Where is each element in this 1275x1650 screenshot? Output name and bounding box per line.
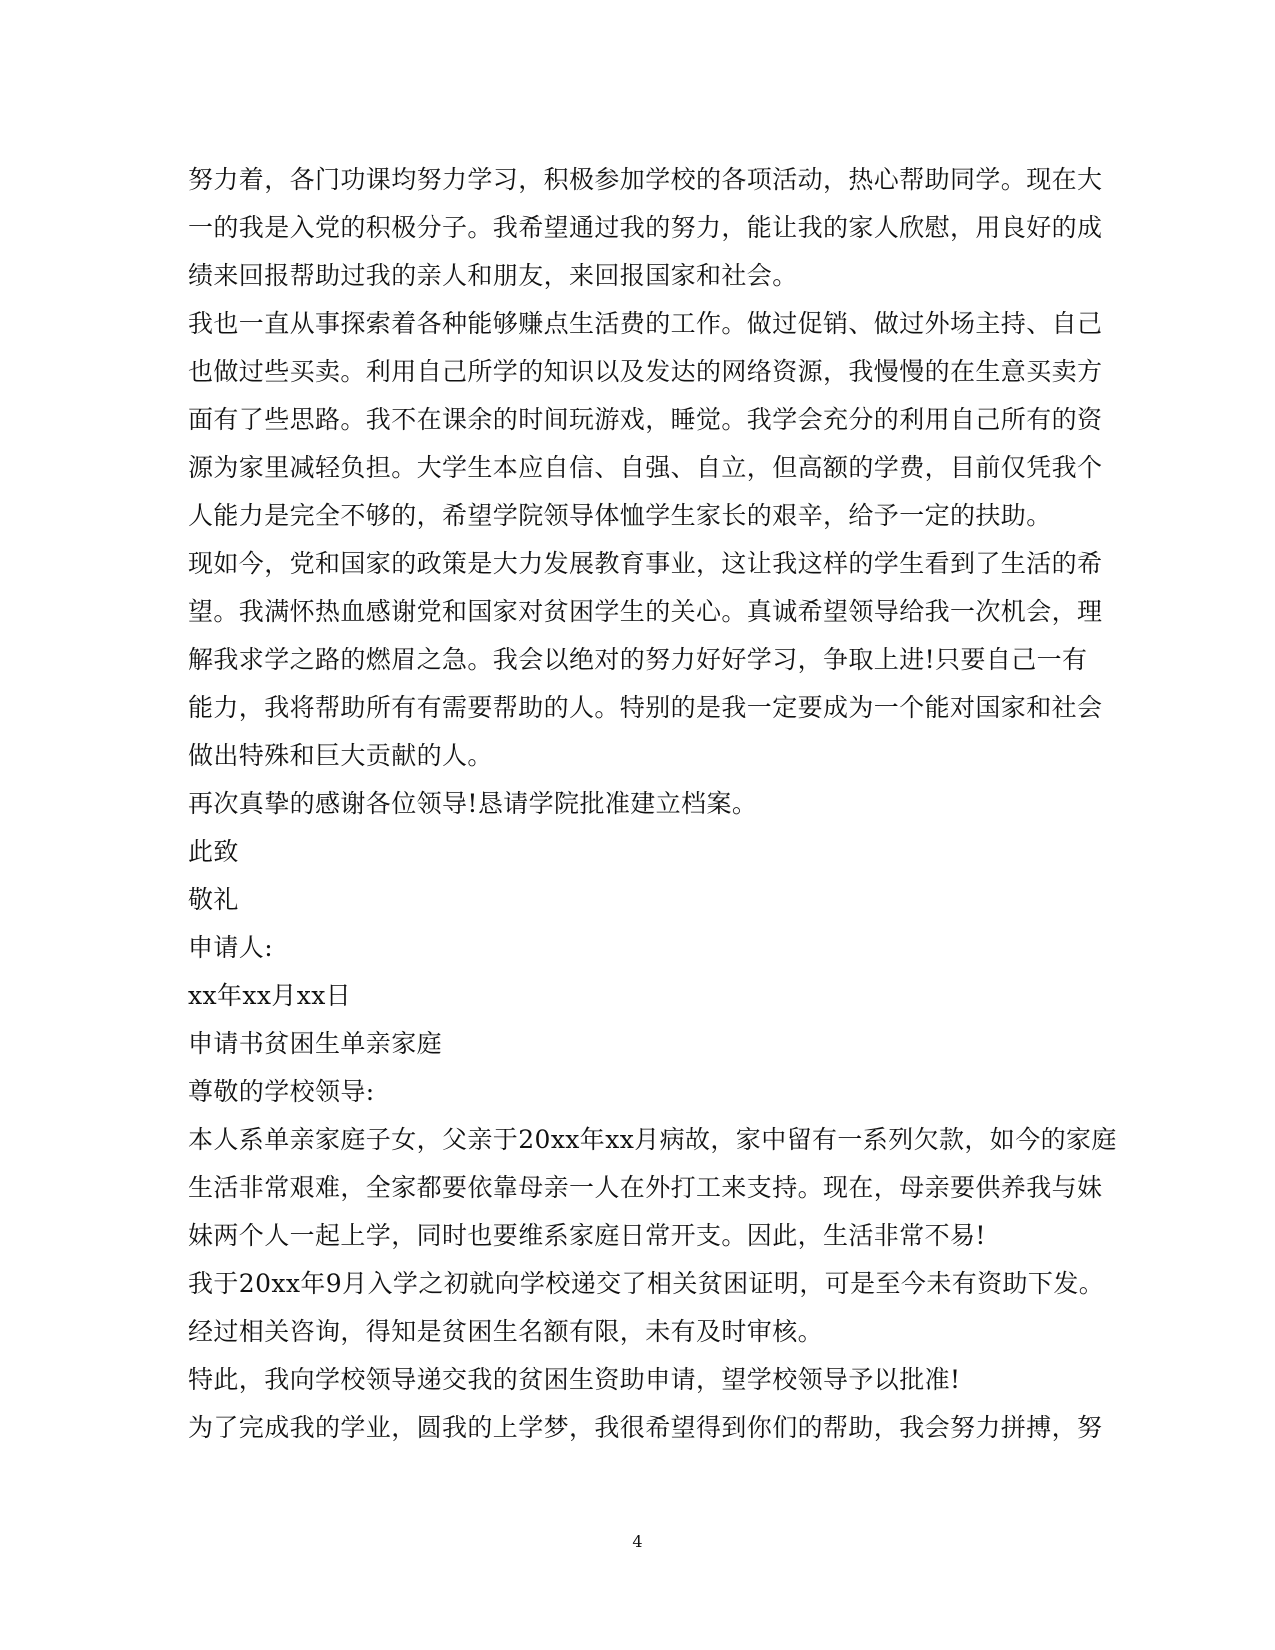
greeting: 尊敬的学校领导: bbox=[188, 1077, 375, 1106]
text-line: 望。我满怀热血感谢党和国家对贫困学生的关心。真诚希望领导给我一次机会，理 bbox=[188, 597, 1103, 626]
text-line: 做出特殊和巨大贡献的人。 bbox=[188, 741, 493, 770]
salutation: 敬礼 bbox=[188, 885, 239, 914]
closing-phrase: 此致 bbox=[188, 837, 239, 866]
text-line: 解我求学之路的燃眉之急。我会以绝对的努力好好学习，争取上进!只要自己一有 bbox=[188, 645, 1088, 674]
text-line: 妹两个人一起上学，同时也要维系家庭日常开支。因此，生活非常不易! bbox=[188, 1221, 986, 1250]
applicant-label: 申请人: bbox=[188, 933, 274, 962]
page-number: 4 bbox=[632, 1532, 643, 1551]
text-line: 特此，我向学校领导递交我的贫困生资助申请，望学校领导予以批准! bbox=[188, 1365, 961, 1394]
text-line: 源为家里减轻负担。大学生本应自信、自强、自立，但高额的学费，目前仅凭我个 bbox=[188, 453, 1103, 482]
text-line: 绩来回报帮助过我的亲人和朋友，来回报国家和社会。 bbox=[188, 261, 798, 290]
date-line: xx年xx月xx日 bbox=[188, 981, 352, 1010]
text-line: 我于20xx年9月入学之初就向学校递交了相关贫困证明，可是至今未有资助下发。 bbox=[188, 1269, 1105, 1298]
text-line: 生活非常艰难，全家都要依靠母亲一人在外打工来支持。现在，母亲要供养我与妹 bbox=[188, 1173, 1103, 1202]
text-line: 一的我是入党的积极分子。我希望通过我的努力，能让我的家人欣慰，用良好的成 bbox=[188, 213, 1103, 242]
text-line: 努力着，各门功课均努力学习，积极参加学校的各项活动，热心帮助同学。现在大 bbox=[188, 165, 1103, 194]
section-title: 申请书贫困生单亲家庭 bbox=[188, 1029, 443, 1058]
text-line: 再次真挚的感谢各位领导!恳请学院批准建立档案。 bbox=[188, 789, 758, 818]
text-line: 现如今，党和国家的政策是大力发展教育事业，这让我这样的学生看到了生活的希 bbox=[188, 549, 1103, 578]
text-line: 也做过些买卖。利用自己所学的知识以及发达的网络资源，我慢慢的在生意买卖方 bbox=[188, 357, 1103, 386]
text-line: 能力，我将帮助所有有需要帮助的人。特别的是我一定要成为一个能对国家和社会 bbox=[188, 693, 1103, 722]
text-line: 面有了些思路。我不在课余的时间玩游戏，睡觉。我学会充分的利用自己所有的资 bbox=[188, 405, 1103, 434]
text-line: 为了完成我的学业，圆我的上学梦，我很希望得到你们的帮助，我会努力拼搏，努 bbox=[188, 1413, 1103, 1442]
text-line: 我也一直从事探索着各种能够赚点生活费的工作。做过促销、做过外场主持、自己 bbox=[188, 309, 1103, 338]
text-line: 本人系单亲家庭子女，父亲于20xx年xx月病故，家中留有一系列欠款，如今的家庭 bbox=[188, 1125, 1117, 1154]
document-body bbox=[188, 156, 1117, 1452]
text-line: 经过相关咨询，得知是贫困生名额有限，未有及时审核。 bbox=[188, 1317, 824, 1346]
text-line: 人能力是完全不够的，希望学院领导体恤学生家长的艰辛，给予一定的扶助。 bbox=[188, 501, 1052, 530]
